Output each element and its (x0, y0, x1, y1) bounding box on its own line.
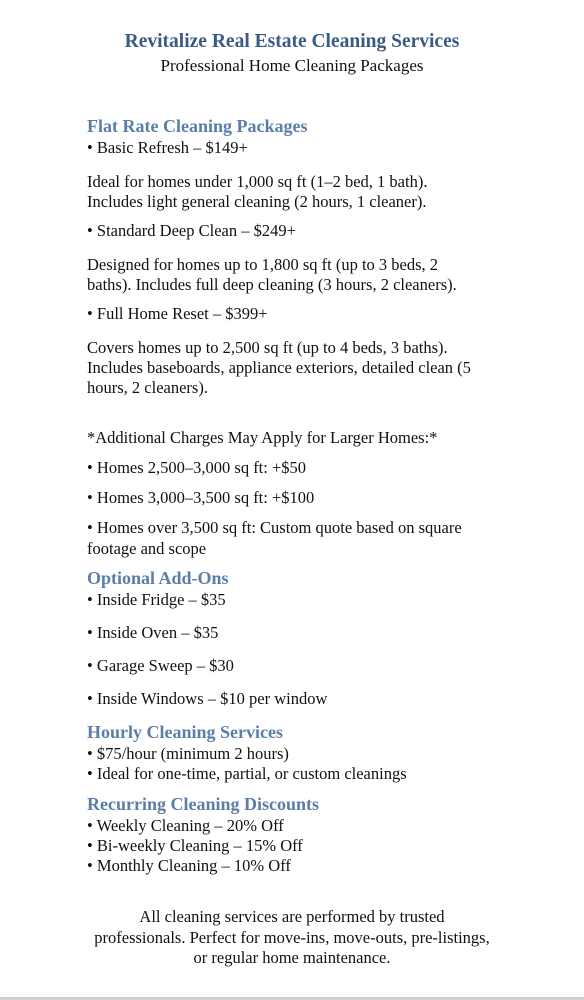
package-basic-refresh-desc-line1: Ideal for homes under 1,000 sq ft (1–2 bed, 1 bath). (87, 172, 428, 191)
hourly-heading: Hourly Cleaning Services (87, 722, 283, 742)
recurring-heading: Recurring Cleaning Discounts (87, 794, 320, 814)
package-standard-deep-clean-desc-line1: Designed for homes up to 1,800 sq ft (up to 3 beds, 2 (87, 255, 439, 274)
list-item: • Garage Sweep – $30 (87, 656, 234, 675)
package-standard-deep-clean: • Standard Deep Clean – $249+ (87, 221, 296, 240)
package-basic-refresh-desc-line2: Includes light general cleaning (2 hours, 1 cleaner). (87, 192, 427, 211)
package-basic-refresh: • Basic Refresh – $149+ (87, 138, 248, 157)
list-item: • Inside Windows – $10 per window (87, 689, 328, 708)
package-full-home-reset-desc-line2: Includes baseboards, appliance exteriors, detailed clean (5 (87, 358, 471, 377)
addons-heading: Optional Add-Ons (87, 568, 229, 588)
additional-charges-heading: *Additional Charges May Apply for Larger Homes:* (87, 428, 438, 447)
list-item: • Weekly Cleaning – 20% Off (87, 816, 284, 835)
footer-note (60, 907, 524, 969)
package-full-home-reset-desc-line3: hours, 2 cleaners). (87, 378, 208, 397)
list-item: • Inside Fridge – $35 (87, 590, 226, 609)
page-title: Revitalize Real Estate Cleaning Services (124, 31, 460, 52)
flat-rate-heading: Flat Rate Cleaning Packages (87, 116, 308, 136)
package-standard-deep-clean-desc-line2: baths). Includes full deep cleaning (3 hours, 2 cleaners). (87, 275, 457, 294)
page-subtitle: Professional Home Cleaning Packages (160, 56, 424, 75)
list-item: • Homes 2,500–3,000 sq ft: +$50 (87, 458, 307, 477)
footer-line: professionals. Perfect for move-ins, move-outs, pre-listings, (94, 927, 490, 947)
footer-line: All cleaning services are performed by trusted (139, 907, 445, 926)
package-full-home-reset-desc-line1: Covers homes up to 2,500 sq ft (up to 4 beds, 3 baths). (87, 338, 448, 357)
list-item: • Ideal for one-time, partial, or custom cleanings (87, 764, 407, 783)
footer-line: or regular home maintenance. (193, 948, 391, 967)
list-item: • $75/hour (minimum 2 hours) (87, 744, 289, 763)
list-item: • Homes 3,000–3,500 sq ft: +$100 (87, 488, 315, 507)
list-item: • Monthly Cleaning – 10% Off (87, 856, 291, 875)
list-item: • Bi-weekly Cleaning – 15% Off (87, 836, 303, 855)
list-item: • Homes over 3,500 sq ft: Custom quote based on square (87, 518, 462, 537)
list-item: • Inside Oven – $35 (87, 623, 219, 642)
list-item-continuation: footage and scope (87, 539, 207, 558)
package-full-home-reset: • Full Home Reset – $399+ (87, 304, 268, 323)
